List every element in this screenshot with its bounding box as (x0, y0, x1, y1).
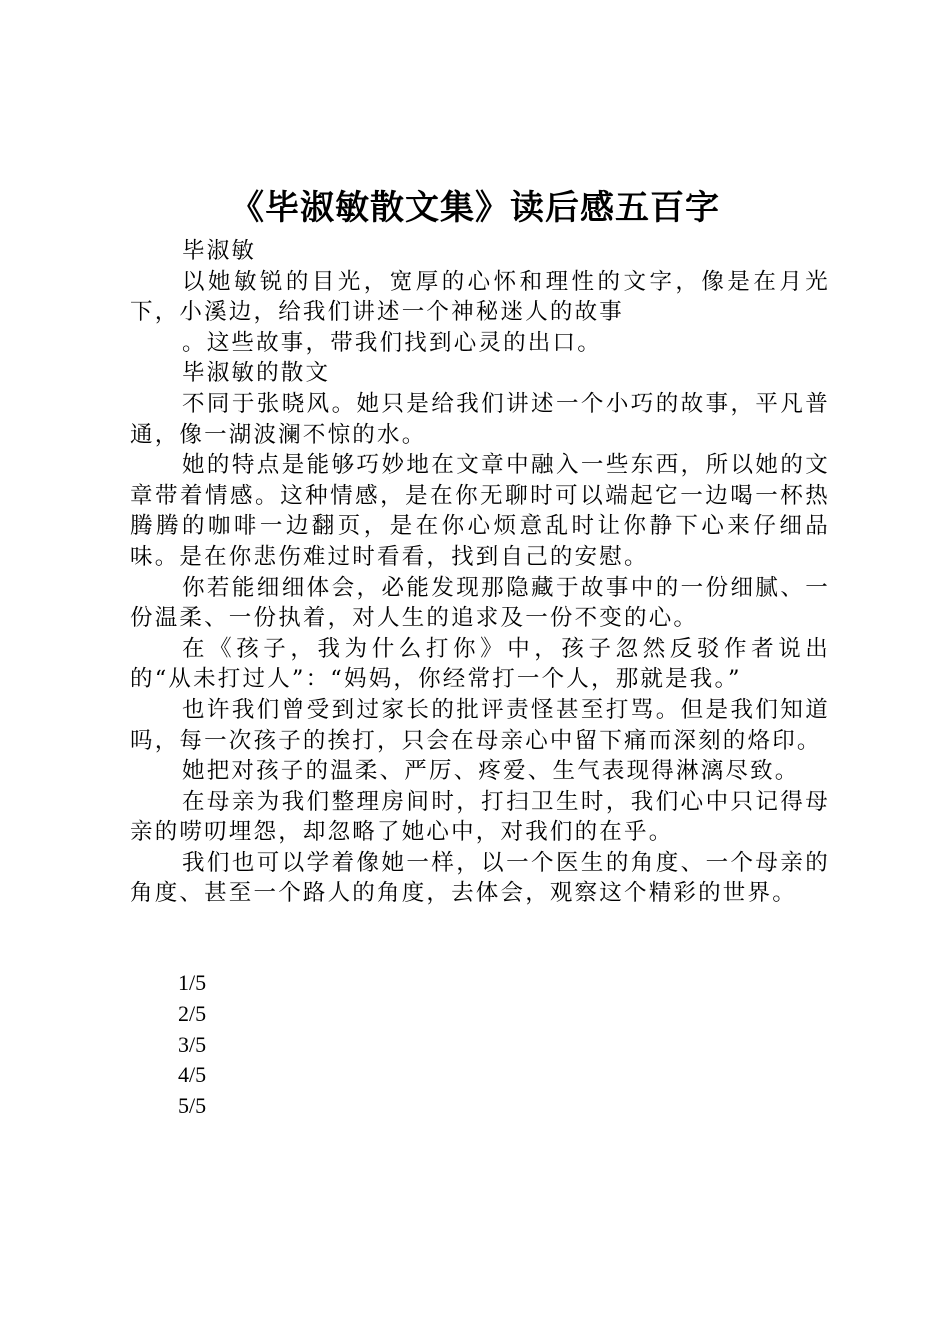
paragraph: 毕淑敏的散文 (182, 360, 331, 387)
paragraph: 在母亲为我们整理房间时，打扫卫生时，我们心中只记得母亲的唠叨埋怨，却忽略了她心中，对我们的在乎。 (130, 788, 830, 846)
paragraph: 在《孩子，我为什么打你》中，孩子忽然反驳作者说出的“从未打过人”：“妈妈，你经常打一个人，那就是我。” (130, 635, 830, 693)
paragraph: 她的特点是能够巧妙地在文章中融入一些东西，所以她的文章带着情感。这种情感，是在你无聊时可以端起它一边喝一杯热腾腾的咖啡一边翻页，是在你心烦意乱时让你静下心来仔细品味。是在你悲伤难过时看看，找到自己的安慰。 (130, 452, 830, 570)
document-body (130, 236, 830, 909)
page-number: 4/5 (178, 1062, 207, 1088)
paragraph: 也许我们曾受到过家长的批评责怪甚至打骂。但是我们知道吗，每一次孩子的挨打，只会在母亲心中留下痛而深刻的烙印。 (130, 696, 830, 754)
paragraph: 你若能细细体会，必能发现那隐藏于故事中的一份细腻、一份温柔、一份执着，对人生的追求及一份不变的心。 (130, 574, 830, 632)
paragraph: 毕淑敏 (182, 238, 257, 264)
paragraph: 不同于张晓风。她只是给我们讲述一个小巧的故事，平凡普通，像一湖波澜不惊的水。 (130, 390, 830, 448)
page-number: 2/5 (178, 1000, 207, 1026)
document-title: 《毕淑敏散文集》读后感五百字 (230, 188, 720, 228)
page-number: 3/5 (178, 1031, 207, 1057)
page-number: 5/5 (178, 1093, 207, 1119)
page-number-list (178, 968, 206, 1122)
paragraph: 。这些故事，带我们找到心灵的出口。 (182, 329, 602, 356)
paragraph: 我们也可以学着像她一样，以一个医生的角度、一个母亲的角度、甚至一个路人的角度，去体会，观察这个精彩的世界。 (130, 849, 830, 907)
paragraph: 以她敏锐的目光，宽厚的心怀和理性的文字，像是在月光下，小溪边，给我们讲述一个神秘迷人的故事 (130, 268, 830, 326)
paragraph: 她把对孩子的温柔、严厉、疼爱、生气表现得淋漓尽致。 (182, 758, 800, 785)
page-number: 1/5 (178, 970, 207, 995)
